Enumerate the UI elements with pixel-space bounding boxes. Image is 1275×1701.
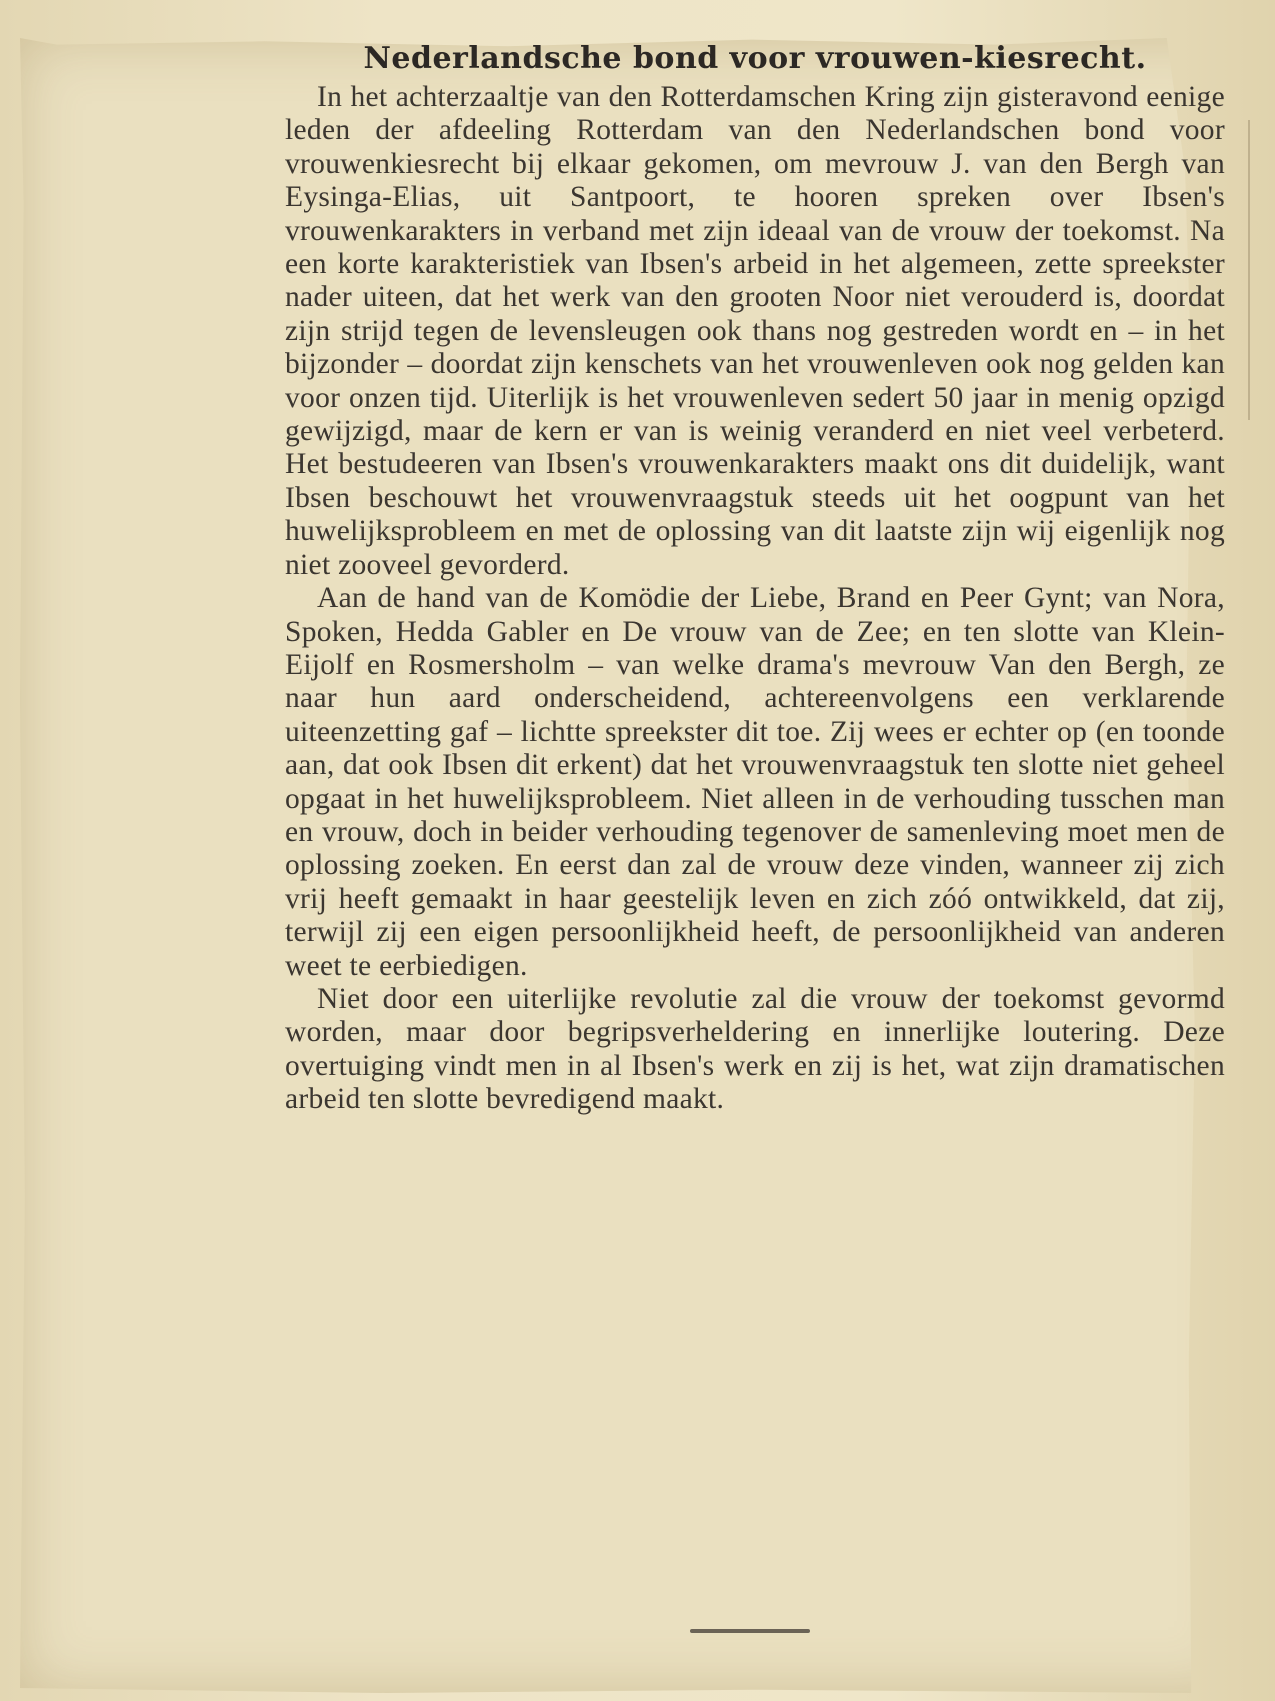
article-headline: Nederlandsche bond voor vrouwen-kiesrecht. xyxy=(363,41,1147,76)
article xyxy=(285,40,1225,1117)
article-paragraph-1: In het achterzaaltje van den Rotterdamschen Kring zijn gisteravond eenige leden der afdeeling Rotterdam van den Nederlandschen bond voor vrouwenkiesrecht bij elkaar gekomen, om mevrouw J. van den Bergh van Eysinga-Elias, uit Santpoort, te hooren spreken over Ibsen's vrouwenkarakters in verband met zijn ideaal van de vrouw der toekomst. Na een korte karakteristiek van Ibsen's arbeid in het algemeen, zette spreekster nader uiteen, dat het werk van den grooten Noor niet verouderd is, doordat zijn strijd tegen de levensleugen ook thans nog gestreden wordt en – in het bijzonder – doordat zijn kenschets van het vrouwenleven ook nog gelden kan voor onzen tijd. Uiterlijk is het vrouwenleven sedert 50 jaar in menig opzigd gewijzigd, maar de kern er van is weinig veranderd en niet veel verbeterd. Het bestudeeren van Ibsen's vrouwenkarakters maakt ons dit duidelijk, want Ibsen beschouwt het vrouwenvraagstuk steeds uit het oogpunt van het huwelijksprobleem en met de oplossing van dit laatste zijn wij eigenlijk nog niet zooveel gevorderd. xyxy=(285,81,1225,581)
article-paragraph-3: Niet door een uiterlijke revolutie zal die vrouw der toekomst gevormd worden, maar door begripsverheldering en innerlijke loutering. Deze overtuiging vindt men in al Ibsen's werk en zij is het, wat zijn dramatischen arbeid ten slotte bevredigend maakt. xyxy=(285,982,1225,1116)
end-rule xyxy=(690,1629,810,1633)
article-body xyxy=(285,81,1225,1117)
article-paragraph-2: Aan de hand van de Komödie der Liebe, Brand en Peer Gynt; van Nora, Spoken, Hedda Gabler en De vrouw van de Zee; en ten slotte van Klein-Eijolf en Rosmersholm – van welke drama's mevrouw Van den Bergh, ze naar hun aard onderscheidend, achtereenvolgens een verklarende uiteenzetting gaf – lichtte spreekster dit toe. Zij wees er echter op (en toonde aan, dat ook Ibsen dit erkent) dat het vrouwenvraagstuk ten slotte niet geheel opgaat in het huwelijksprobleem. Niet alleen in de verhouding tusschen man en vrouw, doch in beider verhouding tegenover de samenleving moet men de oplossing zoeken. En eerst dan zal de vrouw deze vinden, wanneer zij zich vrij heeft gemaakt in haar geestelijk leven en zich zóó ontwikkeld, dat zij, terwijl zij een eigen persoonlijkheid heeft, de persoonlijkheid van anderen weet te eerbiedigen. xyxy=(285,582,1225,982)
paper-edge-mark xyxy=(1248,120,1250,420)
